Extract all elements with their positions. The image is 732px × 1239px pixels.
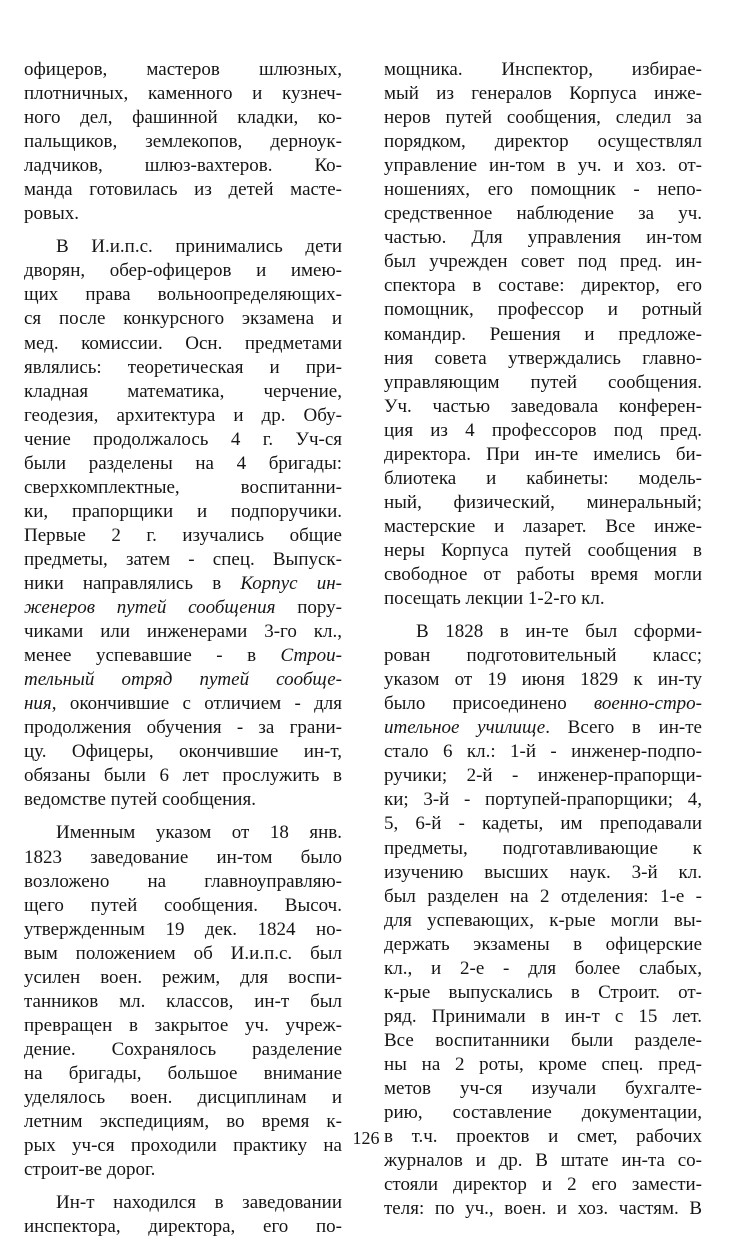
- text-line: [384, 106, 702, 130]
- text-line: [384, 1077, 702, 1101]
- text-run: ки; 3-й - портупей-прапорщики; 4,: [384, 789, 702, 811]
- text-line: [24, 990, 342, 1014]
- text-line: [24, 1086, 342, 1110]
- text-run: стояли директор и 2 его замести-: [384, 1174, 702, 1196]
- text-line: [384, 1197, 702, 1221]
- text-run: предметы, подготавливающие к: [384, 837, 702, 859]
- text-line: [384, 58, 702, 82]
- text-run: Все воспитанники были разделе-: [384, 1029, 702, 1051]
- text-line: [384, 957, 702, 981]
- text-line: [384, 419, 702, 443]
- text-run: ны на 2 роты, кроме спец. пред-: [384, 1053, 702, 1075]
- text-line: [24, 452, 342, 476]
- text-line: [24, 846, 342, 870]
- text-run: продолжения обучения - за грани-: [24, 717, 342, 739]
- text-run: ный, физический, минеральный;: [384, 491, 702, 513]
- text-line: [24, 154, 342, 178]
- text-run: превращен в закрытое уч. учреж-: [24, 1014, 342, 1036]
- text-run: чение продолжалось 4 г. Уч-ся: [24, 428, 342, 450]
- text-line: [384, 740, 702, 764]
- text-line: [24, 1158, 342, 1182]
- text-line: [24, 524, 342, 548]
- text-run: ровых.: [24, 203, 79, 225]
- text-run: усилен воен. режим, для воспи-: [24, 966, 342, 988]
- text-run: помощник, профессор и ротный: [384, 299, 702, 321]
- text-run: 5, 6-й - кадеты, им преподавали: [384, 813, 702, 835]
- text-run: офицеров, мастеров шлюзных,: [24, 59, 342, 80]
- text-run: летним экспедициям, во время к-: [24, 1111, 342, 1133]
- text-run: журналов и др. В штате ин-та со-: [384, 1150, 702, 1172]
- text-run: щего путей сообщения. Высоч.: [24, 894, 342, 916]
- text-line: [24, 1215, 342, 1239]
- text-line: [24, 1062, 342, 1086]
- text-line: [24, 259, 342, 283]
- text-run: Ин-т находился в заведовании: [56, 1192, 342, 1214]
- text-run: был разделен на 2 отделения: 1-е -: [384, 885, 702, 907]
- text-run: стало 6 кл.: 1-й - инженер-подпо-: [384, 741, 702, 763]
- text-run: неров путей сообщения, следил за: [384, 107, 702, 129]
- text-line: [384, 395, 702, 419]
- text-run: дворян, обер-офицеров и имею-: [24, 260, 342, 282]
- text-run: был учрежден совет под пред. ин-: [384, 251, 702, 273]
- text-line: [384, 668, 702, 692]
- text-run: свободное от работы время могли: [384, 563, 702, 585]
- text-run: Именным указом от 18 янв.: [56, 822, 342, 844]
- text-run: блиотека и кабинеты: модель-: [384, 467, 702, 489]
- text-line: [384, 587, 702, 611]
- text-run: возложено на главноуправляю-: [24, 870, 342, 892]
- text-line: [24, 821, 342, 845]
- text-run: геодезия, архитектура и др. Обу-: [24, 404, 342, 426]
- text-run: ручики; 2-й - инженер-прапорщи-: [384, 765, 702, 787]
- text-run: рован подготовительный класс;: [384, 645, 702, 667]
- text-line: [384, 837, 702, 861]
- text-run: метов уч-ся изучали бухгалте-: [384, 1077, 702, 1099]
- text-line: [384, 539, 702, 563]
- text-run: щих права вольноопределяющих-: [24, 284, 342, 306]
- text-line: [24, 942, 342, 966]
- text-run: спектора в составе: директор, его: [384, 275, 702, 297]
- text-run: управляющим путей сообщения.: [384, 371, 702, 393]
- text-run: предметы, затем - спец. Выпуск-: [24, 548, 342, 570]
- text-run: мед. комиссии. Осн. предметами: [24, 332, 342, 354]
- text-run: мастерские и лазарет. Все инже-: [384, 515, 702, 537]
- text-line: [24, 716, 342, 740]
- text-line: [384, 178, 702, 202]
- text-line: [384, 1101, 702, 1125]
- text-column-right: [384, 58, 702, 1221]
- text-line: [24, 404, 342, 428]
- text-run: цу. Офицеры, окончившие ин-т,: [24, 741, 342, 763]
- text-column-left: [24, 58, 342, 1239]
- text-run: уделялось воен. дисциплинам и: [24, 1086, 342, 1108]
- text-run: ведомстве путей сообщения.: [24, 789, 256, 811]
- italic-run: женеров путей сообщения: [24, 597, 276, 619]
- text-line: [24, 356, 342, 380]
- text-line: [24, 596, 342, 620]
- text-line: [384, 620, 702, 644]
- text-run: кладная математика, черчение,: [24, 380, 342, 402]
- text-run: 1823 заведование ин-том было: [24, 846, 342, 868]
- text-line: [384, 716, 702, 740]
- text-run: плотничных, каменного и кузнеч-: [24, 83, 342, 105]
- text-line: [384, 563, 702, 587]
- italic-run: Корпус ин-: [240, 572, 342, 594]
- text-line: [384, 981, 702, 1005]
- text-line: [24, 428, 342, 452]
- text-line: [384, 491, 702, 515]
- text-line: [384, 1029, 702, 1053]
- text-line: [384, 298, 702, 322]
- text-run: ния совета утверждались главно-: [384, 347, 702, 369]
- text-run: ного дел, фашинной кладки, ко-: [24, 107, 342, 129]
- text-line: [24, 572, 342, 596]
- text-line: [384, 371, 702, 395]
- italic-run: ния: [24, 693, 52, 715]
- text-line: [24, 307, 342, 331]
- italic-run: военно-стро-: [593, 693, 702, 715]
- text-line: [384, 323, 702, 347]
- text-line: [24, 106, 342, 130]
- text-line: [24, 500, 342, 524]
- text-line: [24, 82, 342, 106]
- text-run: утвержденным 19 дек. 1824 но-: [24, 918, 342, 940]
- text-run: менее успевавшие - в: [24, 645, 281, 667]
- text-run: Уч. частью заведовала конферен-: [384, 395, 702, 417]
- text-line: [24, 894, 342, 918]
- italic-run: ительное училище: [384, 717, 546, 739]
- text-run: чиками или инженерами 3-го кл.,: [24, 621, 342, 643]
- text-run: Первые 2 г. изучались общие: [24, 524, 342, 546]
- text-run: были разделены на 4 бригады:: [24, 452, 342, 474]
- text-line: [384, 885, 702, 909]
- text-line: [24, 1191, 342, 1215]
- text-line: [384, 1005, 702, 1029]
- text-run: сверхкомплектные, воспитанни-: [24, 476, 342, 498]
- text-run: , окончившие с отличием - для: [51, 693, 342, 715]
- text-run: дение. Сохранялось разделение: [24, 1038, 342, 1060]
- text-line: [24, 788, 342, 812]
- text-run: манда готовилась из детей масте-: [24, 179, 342, 201]
- text-line: [24, 1014, 342, 1038]
- text-line: [384, 644, 702, 668]
- text-line: [24, 764, 342, 788]
- text-run: рию, составление документации,: [384, 1102, 702, 1124]
- text-run: порядком, директор осуществлял: [384, 131, 702, 153]
- text-run: посещать лекции 1-2-го кл.: [384, 588, 605, 610]
- text-line: [384, 467, 702, 491]
- text-line: [384, 274, 702, 298]
- text-line: [384, 1173, 702, 1197]
- text-line: [24, 1038, 342, 1062]
- text-line: [384, 861, 702, 885]
- text-line: [24, 58, 342, 82]
- text-line: [384, 154, 702, 178]
- text-line: [384, 764, 702, 788]
- text-run: ция из 4 профессоров под пред.: [384, 419, 702, 441]
- text-run: для успевающих, к-рые могли вы-: [384, 909, 702, 931]
- text-line: [384, 692, 702, 716]
- text-run: директора. При ин-те имелись би-: [384, 443, 702, 465]
- text-line: [24, 476, 342, 500]
- text-run: неры Корпуса путей сообщения в: [384, 539, 702, 561]
- text-run: мый из генералов Корпуса инже-: [384, 83, 702, 105]
- text-line: [384, 202, 702, 226]
- text-run: было присоединено: [384, 693, 594, 715]
- text-run: ся после конкурсного экзамена и: [24, 308, 342, 330]
- text-line: [24, 918, 342, 942]
- text-line: [384, 909, 702, 933]
- text-line: [24, 178, 342, 202]
- text-run: на бригады, большое внимание: [24, 1062, 342, 1084]
- text-run: теля: по уч., воен. и хоз. частям. В: [384, 1198, 702, 1220]
- text-run: управление ин-том в уч. и хоз. от-: [384, 155, 702, 177]
- text-line: [384, 347, 702, 371]
- text-run: ладчиков, шлюз-вахтеров. Ко-: [24, 155, 342, 177]
- text-line: [24, 620, 342, 644]
- text-line: [384, 443, 702, 467]
- text-line: [24, 644, 342, 668]
- text-run: строит-ве дорог.: [24, 1159, 156, 1181]
- text-line: [384, 226, 702, 250]
- text-line: [24, 692, 342, 716]
- text-run: ники направлялись в: [24, 572, 241, 594]
- text-line: [24, 332, 342, 356]
- text-line: [384, 250, 702, 274]
- text-line: [24, 283, 342, 307]
- italic-run: тельный отряд путей сообще-: [24, 669, 342, 691]
- text-run: являлись: теоретическая и при-: [24, 356, 342, 378]
- text-run: изучению высших наук. 3-й кл.: [384, 861, 702, 883]
- text-line: [24, 380, 342, 404]
- text-run: В 1828 в ин-те был сформи-: [416, 621, 702, 643]
- text-run: командир. Решения и предложе-: [384, 323, 702, 345]
- text-line: [384, 130, 702, 154]
- text-run: ки, прапорщики и подпоручики.: [24, 500, 342, 522]
- text-run: рых уч-ся проходили практику на: [24, 1135, 342, 1157]
- text-line: [24, 966, 342, 990]
- text-line: [384, 812, 702, 836]
- text-run: держать экзамены в офицерские: [384, 933, 702, 955]
- text-run: в т.ч. проектов и смет, рабочих: [384, 1126, 702, 1148]
- text-run: кл., и 2-е - для более слабых,: [384, 957, 702, 979]
- text-line: [24, 740, 342, 764]
- italic-run: Строи-: [280, 645, 342, 667]
- text-run: пору-: [275, 597, 342, 619]
- text-run: танников мл. классов, ин-т был: [24, 990, 342, 1012]
- text-run: частью. Для управления ин-том: [384, 227, 702, 249]
- text-line: [24, 130, 342, 154]
- text-line: [24, 870, 342, 894]
- text-run: указом от 19 июня 1829 к ин-ту: [384, 669, 702, 691]
- text-run: мощника. Инспектор, избирае-: [384, 59, 702, 80]
- text-run: средственное наблюдение за уч.: [384, 203, 702, 225]
- text-line: [24, 668, 342, 692]
- text-line: [24, 235, 342, 259]
- text-line: [384, 1053, 702, 1077]
- text-run: ряд. Принимали в ин-т с 15 лет.: [384, 1005, 702, 1027]
- text-run: инспектора, директора, его по-: [24, 1216, 342, 1238]
- text-run: ношениях, его помощник - непо-: [384, 179, 702, 201]
- text-run: обязаны были 6 лет прослужить в: [24, 765, 342, 787]
- text-line: [384, 933, 702, 957]
- text-run: пальщиков, землекопов, дерноук-: [24, 131, 342, 153]
- text-run: В И.и.п.с. принимались дети: [56, 236, 342, 258]
- text-run: вым положением об И.и.п.с. был: [24, 942, 342, 964]
- text-line: [384, 82, 702, 106]
- text-line: [24, 548, 342, 572]
- text-run: . Всего в ин-те: [545, 717, 702, 739]
- text-line: [384, 515, 702, 539]
- text-line: [384, 788, 702, 812]
- text-run: к-рые выпускались в Строит. от-: [384, 981, 702, 1003]
- page-number: 126: [352, 1128, 380, 1148]
- text-line: [24, 202, 342, 226]
